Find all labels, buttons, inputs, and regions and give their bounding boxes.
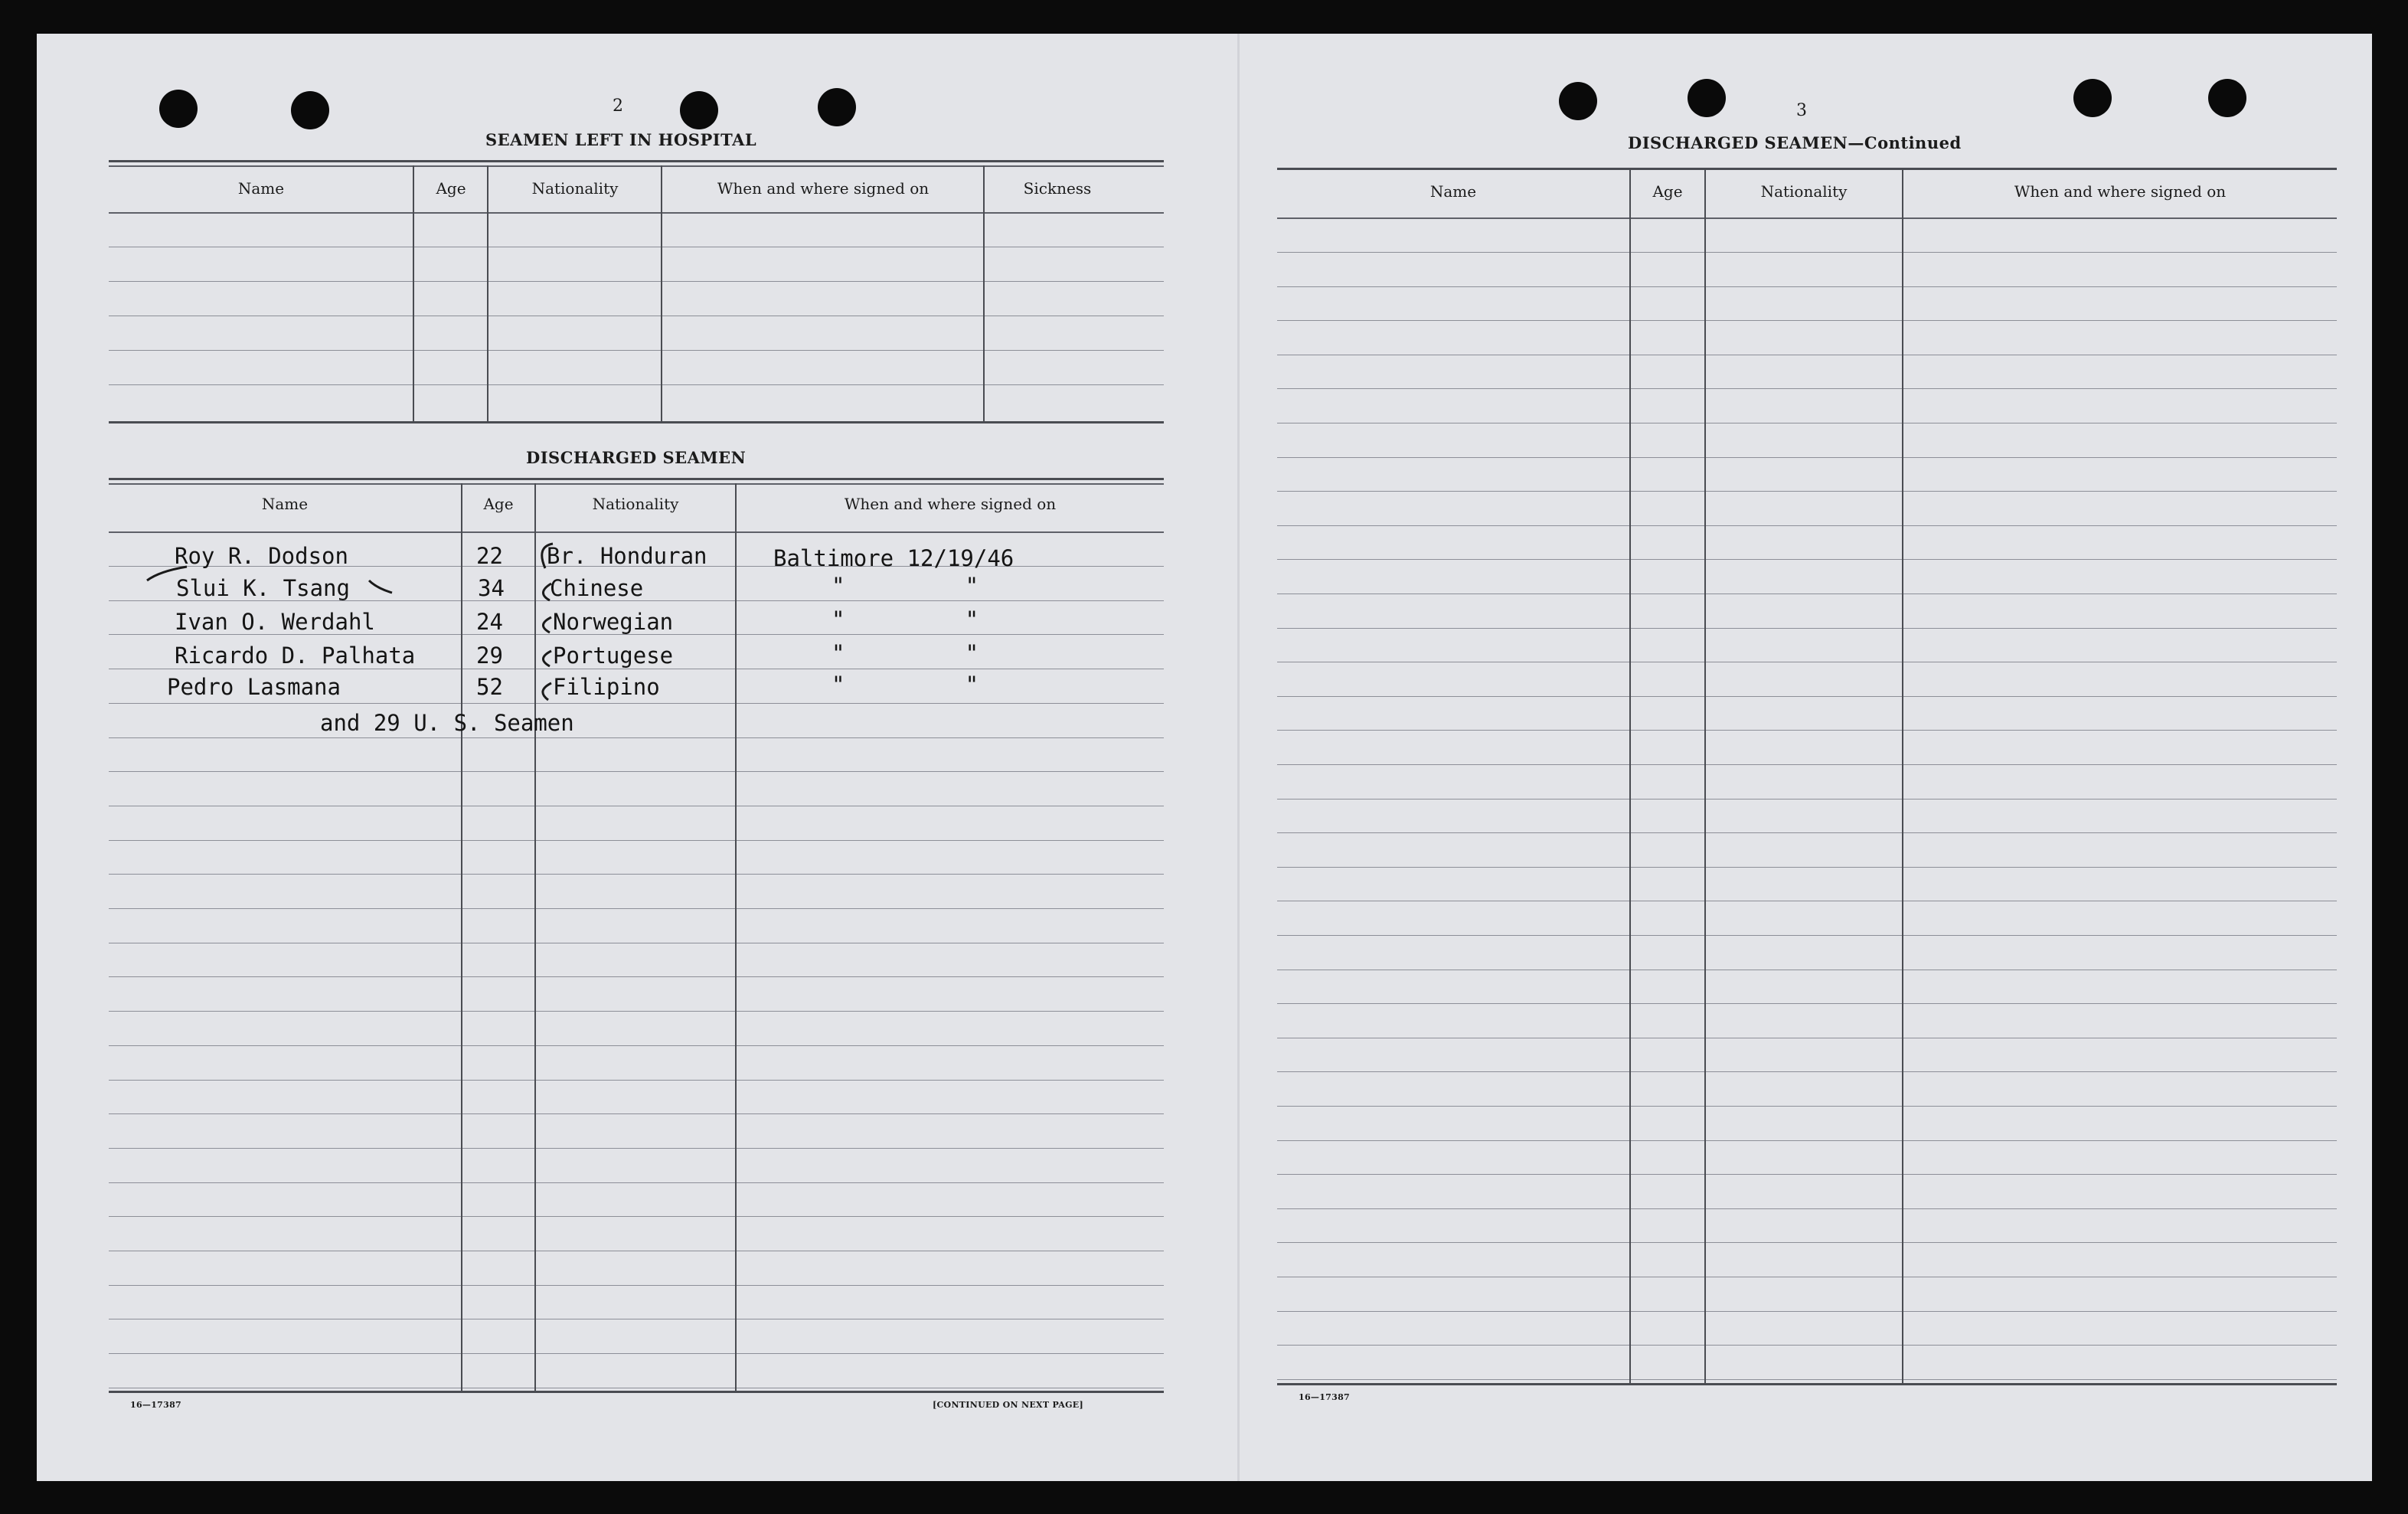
ruled-line (109, 1216, 1164, 1217)
seaman-signed-on: " " (832, 607, 979, 633)
right-col-name: Name (1429, 182, 1477, 201)
seaman-nationality: Norwegian (553, 609, 674, 635)
seaman-age: 34 (478, 575, 505, 601)
ruled-line (1277, 696, 2337, 697)
ruled-line (1277, 1379, 2337, 1380)
seaman-name: Pedro Lasmana (167, 674, 341, 700)
discharged-section-title: DISCHARGED SEAMEN (526, 448, 747, 467)
right-table-bottom-rule (1277, 1383, 2337, 1385)
ruled-line (109, 908, 1164, 909)
punch-hole (680, 91, 718, 129)
ruled-line (1277, 1003, 2337, 1004)
page-fold (1237, 34, 1240, 1481)
ruled-line (1277, 730, 2337, 731)
ruled-line (1277, 1311, 2337, 1312)
page-number: 3 (1796, 101, 1807, 120)
ruled-line (109, 976, 1164, 977)
ruled-line (1277, 559, 2337, 560)
document-sheet (37, 34, 2372, 1481)
seaman-name: Roy R. Dodson (175, 543, 348, 569)
ruled-line (109, 737, 1164, 738)
ruled-line (1277, 286, 2337, 287)
punch-hole (2073, 79, 2112, 117)
seaman-nationality: Br. Honduran (547, 543, 707, 569)
seaman-age: 24 (476, 609, 503, 635)
ruled-line (1277, 935, 2337, 936)
hospital-col-divider (487, 165, 488, 423)
ruled-line (1277, 491, 2337, 492)
punch-hole (159, 90, 198, 128)
discharged-col-nationality: Nationality (592, 495, 679, 513)
hospital-col-divider (983, 165, 985, 423)
ruled-line (109, 703, 1164, 704)
right-col-age: Age (1652, 182, 1683, 201)
hospital-col-age: Age (436, 179, 466, 198)
ruled-line (1277, 832, 2337, 833)
right-col-divider (1629, 168, 1631, 1384)
ruled-line (109, 350, 1164, 351)
discharged-table-top-rule (109, 478, 1164, 480)
ruled-line (1277, 764, 2337, 765)
punch-hole (1688, 79, 1726, 117)
check-mark-icon (144, 562, 190, 585)
hospital-col-divider (661, 165, 662, 423)
punch-hole (1559, 82, 1597, 120)
discharged-col-name: Name (261, 495, 309, 513)
discharged-col-divider (461, 483, 462, 1391)
right-header-rule (1277, 217, 2337, 219)
hospital-table-bottom-rule (109, 421, 1164, 423)
ruled-line (109, 1285, 1164, 1286)
ruled-line (109, 1045, 1164, 1046)
ruled-line (1277, 799, 2337, 800)
seaman-nationality: Filipino (553, 674, 660, 700)
ruled-line (1277, 1140, 2337, 1141)
ruled-line (1277, 252, 2337, 253)
ruled-line (109, 1011, 1164, 1012)
discharged-col-age: Age (483, 495, 514, 513)
form-number: 16—17387 (130, 1400, 181, 1410)
ruled-line (1277, 525, 2337, 526)
right-col-divider (1704, 168, 1706, 1384)
ruled-line (109, 1148, 1164, 1149)
seaman-name: Ricardo D. Palhata (175, 643, 416, 669)
seaman-age: 52 (476, 674, 503, 700)
hospital-col-divider (413, 165, 414, 423)
ruled-line (1277, 867, 2337, 868)
punch-hole (2208, 79, 2246, 117)
ruled-line (109, 384, 1164, 385)
form-number: 16—17387 (1299, 1392, 1350, 1402)
ruled-line (1277, 1071, 2337, 1072)
ruled-line (109, 1080, 1164, 1081)
section-title-main: DISCHARGED SEAMEN (1628, 133, 1848, 152)
right-col-signed-on: When and where signed on (2014, 182, 2227, 201)
ruled-line (109, 840, 1164, 841)
hospital-col-sickness: Sickness (1023, 179, 1092, 198)
ruled-line (109, 1353, 1164, 1354)
hospital-table-top-rule (109, 160, 1164, 162)
seaman-signed-on: " " (832, 573, 979, 599)
seaman-age: 29 (476, 643, 503, 669)
continued-section-title (1628, 133, 1962, 152)
hospital-section-title: SEAMEN LEFT IN HOSPITAL (485, 130, 757, 149)
seaman-name: Ivan O. Werdahl (175, 609, 375, 635)
ruled-line (1277, 628, 2337, 629)
seaman-age: 22 (476, 543, 503, 569)
hospital-table-top-rule (109, 165, 1164, 167)
ruled-line (1277, 1345, 2337, 1346)
ruled-line (1277, 1174, 2337, 1175)
hospital-header-rule (109, 212, 1164, 214)
ruled-line (109, 771, 1164, 772)
discharged-table-bottom-rule (109, 1391, 1164, 1393)
seaman-signed-on: " " (832, 672, 979, 698)
ruled-line (109, 1182, 1164, 1183)
hospital-col-signed-on: When and where signed on (717, 179, 930, 198)
ruled-line (1277, 1242, 2337, 1243)
right-table-top-rule (1277, 168, 2337, 170)
section-title-continued: —Continued (1848, 133, 1962, 152)
hospital-col-name: Name (237, 179, 285, 198)
punch-hole (291, 91, 329, 129)
ruled-line (1277, 1208, 2337, 1209)
ruled-line (109, 1113, 1164, 1114)
punch-hole (818, 88, 856, 126)
right-col-nationality: Nationality (1760, 182, 1848, 201)
seaman-signed-on: " " (832, 640, 979, 666)
ruled-line (109, 874, 1164, 875)
page-number: 2 (613, 96, 623, 116)
discharged-header-rule (109, 531, 1164, 533)
discharged-table-top-rule (109, 483, 1164, 485)
ruled-line (1277, 457, 2337, 458)
check-mark-icon (366, 576, 397, 599)
ruled-line (109, 281, 1164, 282)
us-seamen-note: and 29 U. S. Seamen (320, 710, 574, 736)
ruled-line (1277, 1106, 2337, 1107)
continued-note: [CONTINUED ON NEXT PAGE] (933, 1400, 1083, 1410)
right-col-divider (1902, 168, 1903, 1384)
ruled-line (1277, 388, 2337, 389)
seaman-nationality: Chinese (550, 575, 644, 601)
discharged-col-divider (735, 483, 737, 1391)
seaman-nationality: Portugese (553, 643, 674, 669)
seaman-name: Slui K. Tsang (176, 575, 350, 601)
discharged-col-signed-on: When and where signed on (844, 495, 1057, 513)
ruled-line (1277, 320, 2337, 321)
check-mark-icon (530, 538, 557, 706)
seaman-signed-on: Baltimore 12/19/46 (773, 545, 1014, 571)
hospital-col-nationality: Nationality (531, 179, 619, 198)
